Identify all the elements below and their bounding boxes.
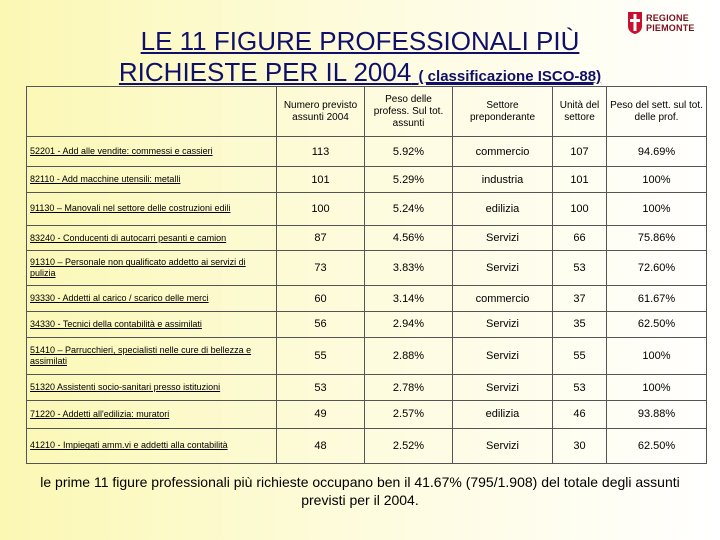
table-header-row — [27, 87, 707, 137]
title-line2-main: RICHIESTE PER IL 2004 — [118, 57, 412, 87]
numero-cell: 56 — [277, 312, 365, 338]
header-unita: Unità del settore — [553, 87, 607, 137]
unita-cell: 46 — [553, 400, 607, 428]
unita-cell: 55 — [553, 337, 607, 374]
settore-cell: Servizi — [453, 428, 553, 463]
profession-name: 41210 - Impiegati amm.vi e addetti alla contabilità — [30, 440, 228, 451]
profession-name-cell — [27, 312, 277, 338]
unita-cell: 30 — [553, 428, 607, 463]
profession-name: 34330 - Tecnici della contabilità e assimilati — [30, 318, 202, 329]
unita-cell: 37 — [553, 286, 607, 312]
peso-cell: 5.24% — [365, 193, 453, 226]
header-cell-blank — [27, 87, 277, 137]
numero-cell: 87 — [277, 225, 365, 251]
profession-name: 93330 - Addetti al carico / scarico delle merci — [30, 293, 209, 304]
peso-cell: 2.88% — [365, 337, 453, 374]
peso-settore-cell: 72.60% — [607, 251, 707, 286]
numero-cell: 73 — [277, 251, 365, 286]
professions-table — [26, 86, 707, 464]
profession-name-cell — [27, 251, 277, 286]
numero-cell: 101 — [277, 167, 365, 193]
profession-name: 51410 – Parrucchieri, specialisti nelle cure di bellezza e assimilati — [30, 345, 252, 366]
profession-name-cell — [27, 286, 277, 312]
settore-cell: commercio — [453, 137, 553, 167]
logo-line1: REGIONE — [646, 13, 689, 23]
unita-cell: 107 — [553, 137, 607, 167]
peso-settore-cell: 100% — [607, 375, 707, 401]
profession-name: 82110 - Add macchine utensili: metalli — [30, 174, 181, 185]
unita-cell: 53 — [553, 375, 607, 401]
numero-cell: 113 — [277, 137, 365, 167]
title-line1: LE 11 FIGURE PROFESSIONALI PIÙ — [140, 26, 580, 56]
profession-name: 91310 – Personale non qualificato addetto ai servizi di pulizia — [30, 257, 246, 279]
numero-cell: 49 — [277, 400, 365, 428]
peso-settore-cell: 93.88% — [607, 400, 707, 428]
profession-name: 71220 - Addetti all'edilizia: muratori — [30, 408, 170, 419]
peso-settore-cell: 62.50% — [607, 312, 707, 338]
peso-cell: 2.78% — [365, 375, 453, 401]
peso-settore-cell: 100% — [607, 193, 707, 226]
numero-cell: 60 — [277, 286, 365, 312]
table-row — [27, 375, 707, 401]
profession-name-cell — [27, 375, 277, 401]
page-title — [60, 26, 660, 92]
table-row — [27, 400, 707, 428]
table-row — [27, 286, 707, 312]
peso-settore-cell: 61.67% — [607, 286, 707, 312]
profession-name: 83240 - Conducenti di autocarri pesanti e camion — [30, 232, 227, 243]
unita-cell: 35 — [553, 312, 607, 338]
profession-name: 52201 - Add alle vendite: commessi e cassieri — [30, 146, 213, 157]
table-row — [27, 137, 707, 167]
peso-settore-cell: 100% — [607, 337, 707, 374]
unita-cell: 53 — [553, 251, 607, 286]
logo-line2: PIEMONTE — [646, 23, 695, 33]
peso-cell: 3.83% — [365, 251, 453, 286]
peso-cell: 5.92% — [365, 137, 453, 167]
numero-cell: 53 — [277, 375, 365, 401]
peso-cell: 2.57% — [365, 400, 453, 428]
peso-settore-cell: 94.69% — [607, 137, 707, 167]
settore-cell: edilizia — [453, 400, 553, 428]
peso-cell: 2.94% — [365, 312, 453, 338]
settore-cell: Servizi — [453, 251, 553, 286]
unita-cell: 66 — [553, 225, 607, 251]
unita-cell: 100 — [553, 193, 607, 226]
settore-cell: commercio — [453, 286, 553, 312]
table-row — [27, 251, 707, 286]
peso-cell: 3.14% — [365, 286, 453, 312]
unita-cell: 101 — [553, 167, 607, 193]
header-peso: Peso delle profess. Sul tot. assunti — [365, 87, 453, 137]
table-row — [27, 337, 707, 374]
table-body — [27, 137, 707, 464]
table-row — [27, 193, 707, 226]
profession-name-cell — [27, 400, 277, 428]
header-numero: Numero previsto assunti 2004 — [277, 87, 365, 137]
settore-cell: Servizi — [453, 312, 553, 338]
profession-name: 91130 – Manovali nel settore delle costruzioni edili — [30, 203, 231, 214]
footnote: le prime 11 figure professionali più richieste occupano ben il 41.67% (795/1.908) del totale degli assunti previsti per il 2004. — [40, 474, 680, 508]
header-settore: Settore preponderante — [453, 87, 553, 137]
table-row — [27, 167, 707, 193]
profession-name-cell — [27, 337, 277, 374]
table-row — [27, 225, 707, 251]
profession-name-cell — [27, 193, 277, 226]
settore-cell: Servizi — [453, 375, 553, 401]
table-row — [27, 428, 707, 463]
numero-cell: 100 — [277, 193, 365, 226]
profession-name: 51320 Assistenti socio-sanitari presso istituzioni — [30, 382, 221, 393]
numero-cell: 48 — [277, 428, 365, 463]
profession-name-cell — [27, 225, 277, 251]
peso-cell: 4.56% — [365, 225, 453, 251]
peso-settore-cell: 75.86% — [607, 225, 707, 251]
table-row — [27, 312, 707, 338]
profession-name-cell — [27, 428, 277, 463]
peso-settore-cell: 100% — [607, 167, 707, 193]
profession-name-cell — [27, 137, 277, 167]
settore-cell: Servizi — [453, 337, 553, 374]
header-peso-settore: Peso del sett. sul tot. delle prof. — [607, 87, 707, 137]
profession-name-cell — [27, 167, 277, 193]
title-subtitle: ( classificazione ISCO-88) — [418, 68, 602, 85]
settore-cell: industria — [453, 167, 553, 193]
numero-cell: 55 — [277, 337, 365, 374]
settore-cell: Servizi — [453, 225, 553, 251]
peso-settore-cell: 62.50% — [607, 428, 707, 463]
peso-cell: 5.29% — [365, 167, 453, 193]
peso-cell: 2.52% — [365, 428, 453, 463]
settore-cell: edilizia — [453, 193, 553, 226]
